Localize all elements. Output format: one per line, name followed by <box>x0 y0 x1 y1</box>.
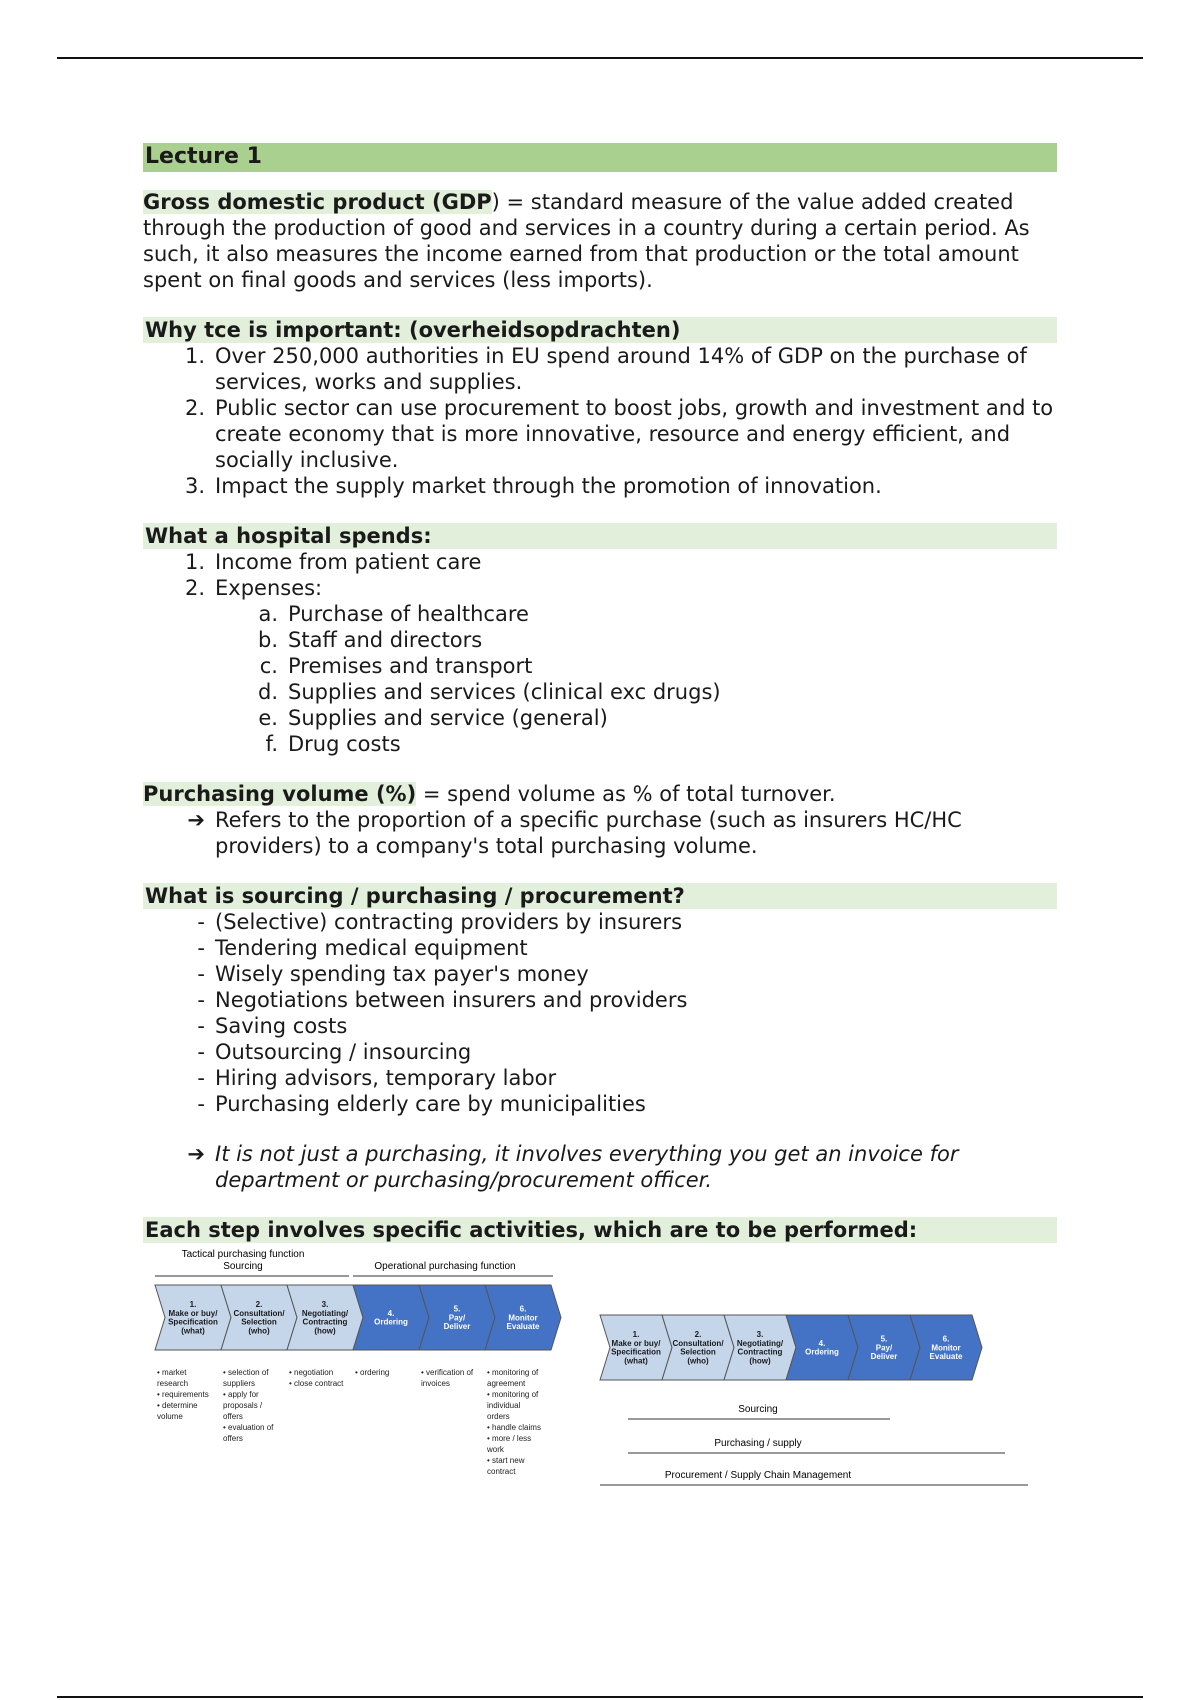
gdp-paragraph <box>143 189 1057 293</box>
step-label: Specification <box>168 1317 218 1327</box>
sub-list-item: a. Purchase of healthcare <box>258 602 529 626</box>
sub-list-item: b. Staff and directors <box>257 628 483 652</box>
hospital-heading: What a hospital spends: <box>143 523 1057 549</box>
arrow-item: ➔ It is not just a purchasing, it involves everything you get an invoice for department or purchasing/procurement officer. <box>143 1141 1057 1193</box>
sourcing-list <box>143 909 1057 1117</box>
activity-text: offers <box>223 1434 243 1443</box>
step-label: Specification <box>611 1347 661 1357</box>
step-label: Ordering <box>805 1347 839 1357</box>
operational-label: Operational purchasing function <box>374 1261 516 1272</box>
fig2-purchasing-label: Purchasing / supply <box>714 1438 802 1449</box>
why-tce-heading: Why tce is important: (overheidsopdrachten) <box>143 317 1057 343</box>
step-label: Consultation/ <box>672 1338 724 1348</box>
activity-text: • ordering <box>355 1368 390 1377</box>
tactical-label: Tactical purchasing function <box>181 1249 305 1260</box>
fig2-sourcing-label: Sourcing <box>738 1404 778 1415</box>
step-label: Deliver <box>870 1352 898 1362</box>
activity-text: • more / less <box>487 1434 532 1443</box>
step-label: Contracting <box>737 1347 783 1357</box>
activity-text: • start new <box>487 1456 525 1465</box>
activity-text: • handle claims <box>487 1423 541 1432</box>
sub-list-item: f. Drug costs <box>265 732 401 756</box>
step-label: 2. <box>255 1300 263 1310</box>
activity-text: • requirements <box>157 1390 209 1399</box>
process-figures <box>143 1247 1057 1497</box>
document-body <box>143 143 1057 1497</box>
list-item: - Saving costs <box>197 1014 348 1038</box>
fig2-step-chevrons <box>600 1315 982 1380</box>
hospital-list <box>143 549 1057 757</box>
lecture-title: Lecture 1 <box>143 143 1057 172</box>
activity-text: research <box>157 1379 189 1388</box>
step-label: (how) <box>749 1356 771 1366</box>
gdp-definition: ) = standard measure of the value added created through the production of good and services in a country during a certain period. As such, it also measures the income earned from that production or the total amount spent on final goods and services (less imports). <box>143 190 1030 292</box>
step-label: (who) <box>248 1326 270 1336</box>
purchasing-volume-definition: = spend volume as % of total turnover. <box>416 782 836 806</box>
step-label: Deliver <box>443 1322 471 1332</box>
step-label: Selection <box>241 1317 277 1327</box>
step-label: Make or buy/ <box>611 1338 661 1348</box>
activity-text: • close contract <box>289 1379 344 1388</box>
arrow-icon: ➔ <box>187 1142 205 1166</box>
activity-text: • evaluation of <box>223 1423 274 1432</box>
activity-text: • monitoring of <box>487 1368 539 1377</box>
step-label: Negotiating/ <box>301 1308 349 1318</box>
step-label: 3. <box>321 1300 329 1310</box>
fig1-sourcing-label: Sourcing <box>223 1261 263 1272</box>
activity-text: individual <box>487 1401 521 1410</box>
list-item: 1. Over 250,000 authorities in EU spend around 14% of GDP on the purchase of services, works and supplies. <box>184 344 1027 394</box>
activity-text: • negotiation <box>289 1368 334 1377</box>
activity-text: • monitoring of <box>487 1390 539 1399</box>
activity-text: offers <box>223 1412 243 1421</box>
activity-text: volume <box>157 1412 183 1421</box>
step-label: 5. <box>880 1334 888 1344</box>
steps-heading: Each step involves specific activities, which are to be performed: <box>143 1217 1057 1243</box>
activity-text: contract <box>487 1467 516 1476</box>
purchasing-volume-term: Purchasing volume (%) <box>143 782 417 806</box>
list-item: - Purchasing elderly care by municipalities <box>197 1092 646 1116</box>
fig2-procurement-label: Procurement / Supply Chain Management <box>664 1470 852 1481</box>
step-label: Evaluate <box>506 1322 540 1332</box>
activity-text: agreement <box>487 1379 526 1388</box>
sub-list-item: d. Supplies and services (clinical exc drugs) <box>257 680 721 704</box>
list-item: 3. Impact the supply market through the promotion of innovation. <box>184 474 882 498</box>
step-label: Evaluate <box>929 1352 963 1362</box>
purchasing-volume-paragraph <box>143 781 1057 807</box>
list-item: 2. Public sector can use procurement to boost jobs, growth and investment and to create economy that is more innovative, resource and energy efficient, and socially inclusive. <box>184 396 1054 472</box>
step-label: Pay/ <box>448 1313 466 1323</box>
activity-text: • selection of <box>223 1368 269 1377</box>
step-label: Monitor <box>508 1313 538 1323</box>
fig1-step-chevrons <box>155 1285 561 1350</box>
arrow-icon: ➔ <box>187 808 205 832</box>
step-label: 3. <box>756 1330 764 1340</box>
sub-list-item: c. Premises and transport <box>259 654 533 678</box>
step-label: Contracting <box>302 1317 348 1327</box>
list-item: - Outsourcing / insourcing <box>197 1040 472 1064</box>
sourcing-heading: What is sourcing / purchasing / procurement? <box>143 883 1057 909</box>
step-label: 2. <box>694 1330 702 1340</box>
sub-list-item: e. Supplies and service (general) <box>258 706 608 730</box>
purchasing-process-figure-1 <box>143 1247 583 1497</box>
step-label: (what) <box>181 1326 205 1336</box>
activity-text: suppliers <box>223 1379 256 1388</box>
activity-text: work <box>487 1445 504 1454</box>
step-label: Make or buy/ <box>168 1308 218 1318</box>
step-label: Negotiating/ <box>736 1338 784 1348</box>
activity-text: • market <box>157 1368 187 1377</box>
step-label: Selection <box>680 1347 716 1357</box>
step-label: 4. <box>387 1308 395 1318</box>
list-item: - Hiring advisors, temporary labor <box>197 1066 557 1090</box>
activity-text: • verification of <box>421 1368 474 1377</box>
step-label: Monitor <box>931 1343 961 1353</box>
activity-text: orders <box>487 1412 510 1421</box>
arrow-item: ➔ Refers to the proportion of a specific purchase (such as insurers HC/HC providers) to a company's total purchasing volume. <box>143 807 1057 859</box>
top-rule <box>57 57 1143 59</box>
list-item: - (Selective) contracting providers by insurers <box>197 910 683 934</box>
step-label: 6. <box>942 1334 950 1344</box>
step-label: (what) <box>624 1356 648 1366</box>
step-label: 5. <box>453 1304 461 1314</box>
activity-text: • apply for <box>223 1390 259 1399</box>
fig1-activities <box>157 1368 541 1476</box>
why-tce-list <box>143 343 1057 499</box>
list-item: - Wisely spending tax payer's money <box>197 962 589 986</box>
list-item: - Tendering medical equipment <box>197 936 528 960</box>
activity-text: • determine <box>157 1401 198 1410</box>
step-label: (who) <box>687 1356 709 1366</box>
step-label: 1. <box>189 1300 197 1310</box>
step-label: Consultation/ <box>233 1308 285 1318</box>
step-label: Ordering <box>374 1317 408 1327</box>
step-label: 1. <box>632 1330 640 1340</box>
list-item: - Negotiations between insurers and providers <box>197 988 688 1012</box>
list-item: 2. Expenses: <box>184 576 323 600</box>
gdp-term: Gross domestic product (GDP <box>143 190 492 214</box>
bottom-rule <box>57 1696 1143 1698</box>
step-label: (how) <box>314 1326 336 1336</box>
list-item: 1. Income from patient care <box>184 550 482 574</box>
step-label: Pay/ <box>875 1343 893 1353</box>
step-label: 4. <box>818 1338 826 1348</box>
activity-text: proposals / <box>223 1401 263 1410</box>
purchasing-process-figure-2 <box>588 1247 1028 1497</box>
step-label: 6. <box>519 1304 527 1314</box>
activity-text: invoices <box>421 1379 450 1388</box>
